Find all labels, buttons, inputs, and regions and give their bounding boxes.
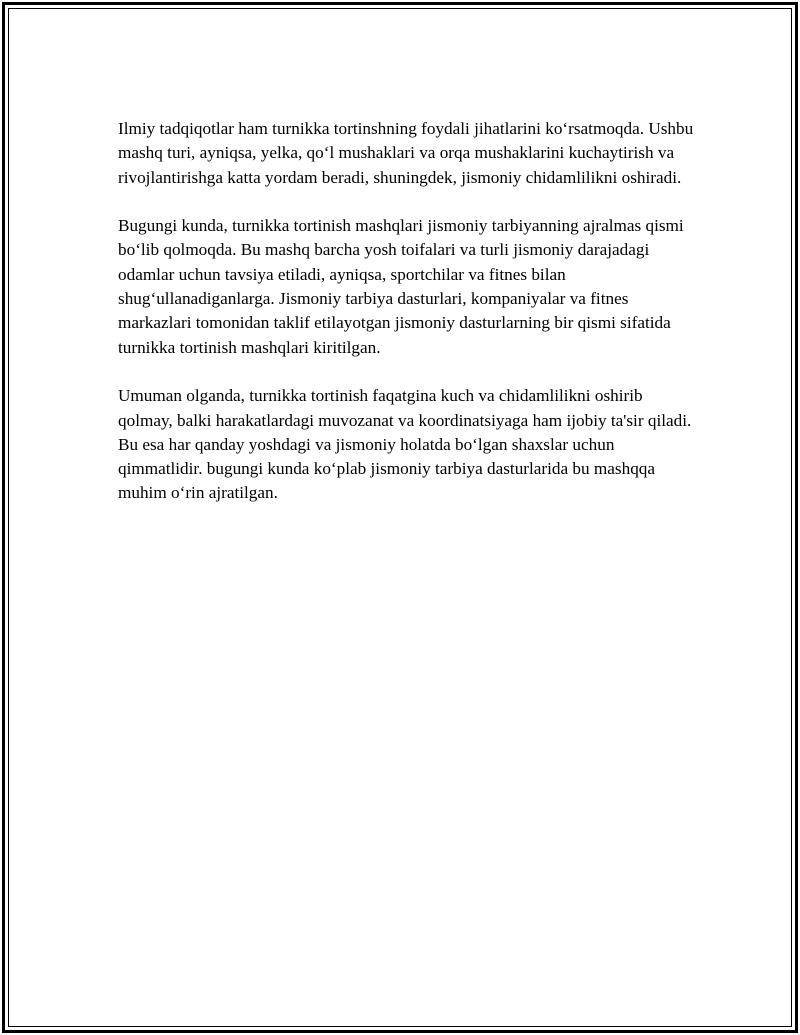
paragraph-1: Ilmiy tadqiqotlar ham turnikka tortinshning foydali jihatlarini ko‘rsatmoqda. Ushbu mashq turi, ayniqsa, yelka, qo‘l mushaklari va orqa mushaklarini kuchaytirish va rivojlantirishga katta yordam beradi, shuningdek, jismoniy chidamlilikni oshiradi. xyxy=(118,119,694,187)
document-body xyxy=(118,117,698,530)
paragraph-3: Umuman olganda, turnikka tortinish faqatgina kuch va chidamlilikni oshirib qolmay, balki harakatlardagi muvozanat va koordinatsiyaga ham ijobiy ta'sir qiladi. Bu esa har qanday yoshdagi va jismoniy holatda bo‘lgan shaxslar uchun qimmatlidir. bugungi kunda ko‘plab jismoniy tarbiya dasturlarida bu mashqqa muhim o‘rin ajratilgan. xyxy=(118,386,692,503)
paragraph-2: Bugungi kunda, turnikka tortinish mashqlari jismoniy tarbiyanning ajralmas qismi bo‘lib qolmoqda. Bu mashq barcha yosh toifalari va turli jismoniy darajadagi odamlar uchun tavsiya etiladi, ayniqsa, sportchilar va fitnes bilan shug‘ullanadiganlarga. Jismoniy tarbiya dasturlari, kompaniyalar va fitnes markazlari tomonidan taklif etilayotgan jismoniy dasturlarning bir qismi sifatida turnikka tortinish mashqlari kiritilgan. xyxy=(118,216,684,357)
